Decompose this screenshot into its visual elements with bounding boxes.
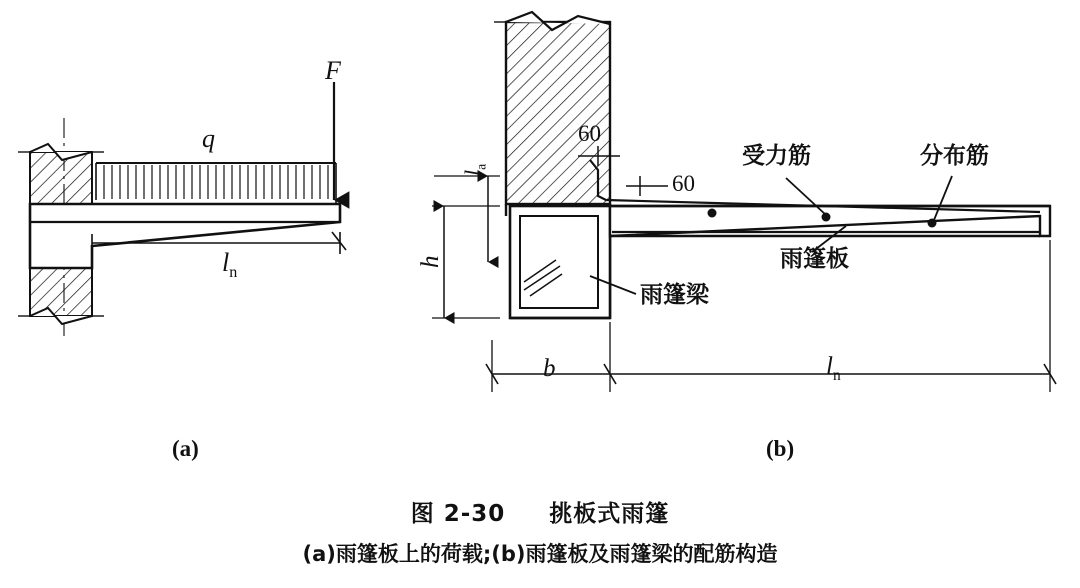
label-span-ln-a	[222, 250, 237, 281]
label-span-ln-a-symbol: l	[222, 248, 230, 277]
panel-a-graphics	[18, 82, 346, 340]
figure-title-text: 挑板式雨篷	[549, 501, 670, 527]
label-span-ln-a-subscript: n	[229, 264, 238, 282]
label-main-rebar: 受力筋	[742, 143, 811, 169]
uniform-load-q	[96, 163, 336, 205]
label-anchor-la	[462, 164, 488, 176]
label-dim-60-upper: 60	[578, 121, 601, 146]
label-load-q: q	[202, 124, 215, 153]
label-span-ln-b-symbol: l	[826, 353, 833, 380]
canopy-section-a	[30, 204, 340, 268]
label-width-b: b	[543, 355, 556, 382]
label-point-load-F: F	[325, 56, 341, 85]
label-canopy-slab: 雨篷板	[780, 246, 849, 272]
figure-caption-title	[0, 495, 1080, 528]
label-canopy-beam: 雨篷梁	[640, 282, 709, 308]
wall-column-b	[494, 12, 610, 204]
dim-60-lower-graphics	[626, 176, 668, 196]
label-distribution-rebar: 分布筋	[920, 143, 989, 169]
canopy-beam-section	[510, 206, 610, 318]
figure-number: 图 2-30	[410, 501, 506, 527]
distribution-bar-dot	[928, 219, 937, 228]
panel-b-letter: (b)	[766, 436, 795, 461]
distribution-bar-dot	[708, 209, 717, 218]
figure-caption-sub: (a)雨篷板上的荷载;(b)雨篷板及雨篷梁的配筋构造	[302, 542, 778, 566]
label-height-h: h	[417, 255, 444, 268]
label-span-ln-b-subscript: n	[832, 367, 841, 384]
wall-upper-a	[18, 144, 104, 204]
label-anchor-la-subscript: a	[473, 163, 489, 170]
panel-a-letter: (a)	[172, 436, 199, 461]
wall-lower-a	[18, 268, 104, 324]
label-dim-60-lower: 60	[672, 171, 695, 196]
panel-b-graphics	[432, 12, 1056, 392]
label-anchor-la-symbol: l	[460, 169, 485, 176]
label-span-ln-b	[826, 354, 841, 384]
